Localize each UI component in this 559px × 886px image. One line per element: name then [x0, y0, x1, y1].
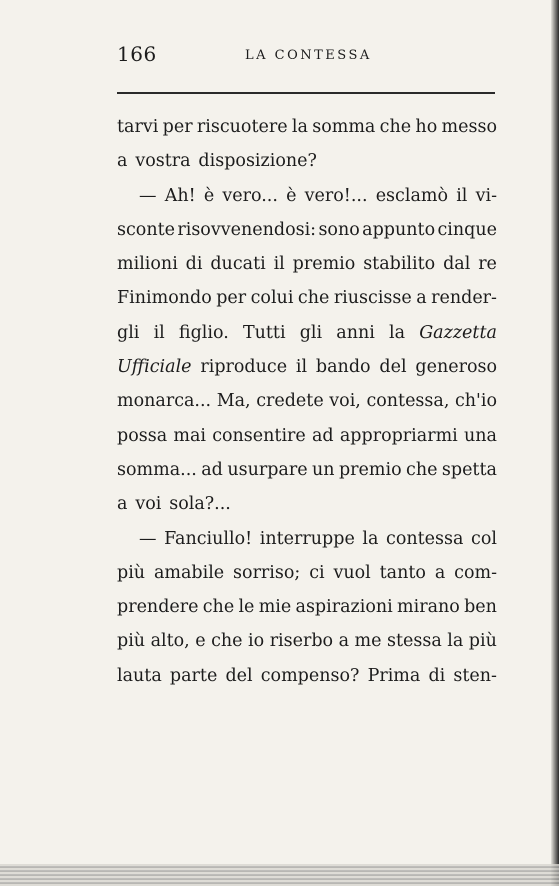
text-word: Finimondo [117, 288, 212, 309]
text-word: Ufficiale [117, 357, 192, 378]
text-word: che [406, 459, 438, 480]
text-line [117, 316, 497, 350]
text-word: mie [258, 597, 292, 618]
text-word: vi- [475, 185, 497, 206]
text-word: re [478, 254, 497, 275]
text-word: vuol [333, 562, 371, 583]
text-word: — [139, 185, 157, 206]
text-word: disposizione? [198, 151, 317, 172]
text-word: lauta [117, 665, 162, 686]
text-word: usurpare [227, 459, 308, 480]
text-word: vero... [222, 185, 278, 206]
text-word: Prima [367, 665, 421, 686]
text-word: di [428, 665, 446, 686]
text-word: ci [309, 562, 325, 583]
text-word: un [311, 459, 335, 480]
text-word: ad [201, 459, 223, 480]
text-word: prendere [117, 597, 199, 618]
text-word: voi, [329, 391, 361, 412]
text-word: del [379, 357, 407, 378]
text-word: milioni [117, 254, 178, 275]
text-line [117, 179, 497, 213]
text-word: riproduce [200, 357, 288, 378]
text-line [117, 522, 497, 556]
text-word: mai [173, 425, 206, 446]
text-word: compenso? [260, 665, 360, 686]
text-line [117, 384, 497, 418]
text-line [117, 110, 497, 144]
text-word: sten- [453, 665, 497, 686]
text-word: è [286, 185, 297, 206]
text-word: le [238, 597, 255, 618]
text-word: me [354, 631, 382, 652]
text-line [117, 556, 497, 590]
text-word: figlio. [178, 322, 229, 343]
text-word: aspirazioni [295, 597, 393, 618]
text-word: vero!... [304, 185, 368, 206]
page-number: 166 [117, 42, 157, 66]
text-word: colui [250, 288, 294, 309]
text-line [117, 350, 497, 384]
text-word: Ma, [216, 391, 251, 412]
page-edge-shadow [551, 0, 559, 886]
text-word: riuscisse [333, 288, 412, 309]
text-word: contessa [386, 528, 464, 549]
text-word: sconte [117, 219, 175, 240]
text-word: la [447, 631, 464, 652]
text-word: com- [454, 562, 497, 583]
text-word: somma... [117, 459, 197, 480]
text-word: una [463, 425, 497, 446]
text-word: il [153, 322, 165, 343]
text-word: che [379, 117, 412, 137]
text-word: ch'io [454, 391, 497, 412]
text-word: per [162, 117, 193, 137]
text-word: premio [292, 254, 356, 275]
text-word: vostra [135, 151, 191, 172]
text-word: per [216, 288, 247, 309]
text-word: mirano [397, 597, 460, 618]
text-line [117, 487, 497, 521]
text-word: cinque [437, 219, 497, 240]
text-word: che [202, 597, 235, 618]
text-word: esclamò [375, 185, 449, 206]
text-word: sorriso; [233, 562, 301, 583]
text-word: risovvenendosi: [177, 219, 317, 240]
text-word: dal [443, 254, 471, 275]
text-word: generoso [415, 357, 497, 378]
text-word: — [139, 528, 157, 549]
text-word: credete [256, 391, 324, 412]
text-line [117, 281, 497, 315]
text-word: il [295, 357, 308, 378]
text-word: Tutti [242, 322, 286, 343]
text-line [117, 590, 497, 624]
body-text [117, 110, 497, 693]
text-word: voi [135, 494, 162, 515]
text-word: gli [117, 322, 140, 343]
text-word: bando [315, 357, 371, 378]
text-word: interruppe [259, 528, 355, 549]
text-word: consentire [212, 425, 306, 446]
text-word: spetta [441, 459, 497, 480]
text-word: ducati [210, 254, 266, 275]
text-word: che [297, 288, 330, 309]
text-word: Fanciullo! [164, 528, 253, 549]
text-word: premio [338, 459, 402, 480]
text-word: Ah! [164, 185, 196, 206]
text-word: più [117, 631, 146, 652]
text-word: ben [464, 597, 497, 618]
text-word: a [338, 631, 350, 652]
text-word: più [117, 562, 146, 583]
text-word: a [434, 562, 446, 583]
text-word: gli [299, 322, 323, 343]
text-word: il [456, 185, 468, 206]
text-word: ad [312, 425, 334, 446]
text-word: io [248, 631, 265, 652]
text-word: monarca... [117, 391, 212, 412]
text-word: è [203, 185, 215, 206]
text-word: anni [336, 322, 375, 343]
text-word: tanto [379, 562, 426, 583]
text-line [117, 247, 497, 281]
text-word: a [117, 494, 128, 515]
text-word: col [471, 528, 497, 549]
text-word: messo [441, 117, 497, 137]
text-word: somma [312, 117, 376, 137]
header-rule [117, 92, 495, 94]
text-word: contessa, [366, 391, 450, 412]
text-line [117, 419, 497, 453]
page-header [117, 42, 497, 72]
text-word: render- [431, 288, 497, 309]
running-title: LA CONTESSA [245, 48, 372, 63]
text-word: a [117, 151, 128, 172]
text-word: la [291, 117, 308, 137]
text-word: del [225, 665, 253, 686]
text-word: alto, [150, 631, 190, 652]
page-bottom-edge [0, 864, 559, 886]
text-word: la [389, 322, 406, 343]
text-word: di [185, 254, 203, 275]
text-word: riserbo [269, 631, 334, 652]
text-word: stabilito [363, 254, 436, 275]
text-word: tarvi [117, 117, 159, 137]
text-line [117, 453, 497, 487]
text-line [117, 144, 497, 178]
text-word: stessa [386, 631, 442, 652]
text-word: sola?... [169, 494, 231, 515]
text-word: possa [117, 425, 168, 446]
text-word: riscuotere [196, 117, 288, 137]
text-word: e [195, 631, 206, 652]
text-word: amabile [153, 562, 225, 583]
text-word: più [468, 631, 497, 652]
text-word: ho [415, 117, 438, 137]
text-word: che [211, 631, 243, 652]
text-line [117, 624, 497, 658]
text-word: appunto [362, 219, 436, 240]
text-line [117, 659, 497, 693]
text-word: appropriarmi [339, 425, 458, 446]
text-word: a [416, 288, 427, 309]
text-word: Gazzetta [419, 322, 497, 343]
text-word: la [362, 528, 379, 549]
text-word: il [273, 254, 285, 275]
text-word: sono [318, 219, 360, 240]
text-word: parte [169, 665, 218, 686]
text-line [117, 213, 497, 247]
